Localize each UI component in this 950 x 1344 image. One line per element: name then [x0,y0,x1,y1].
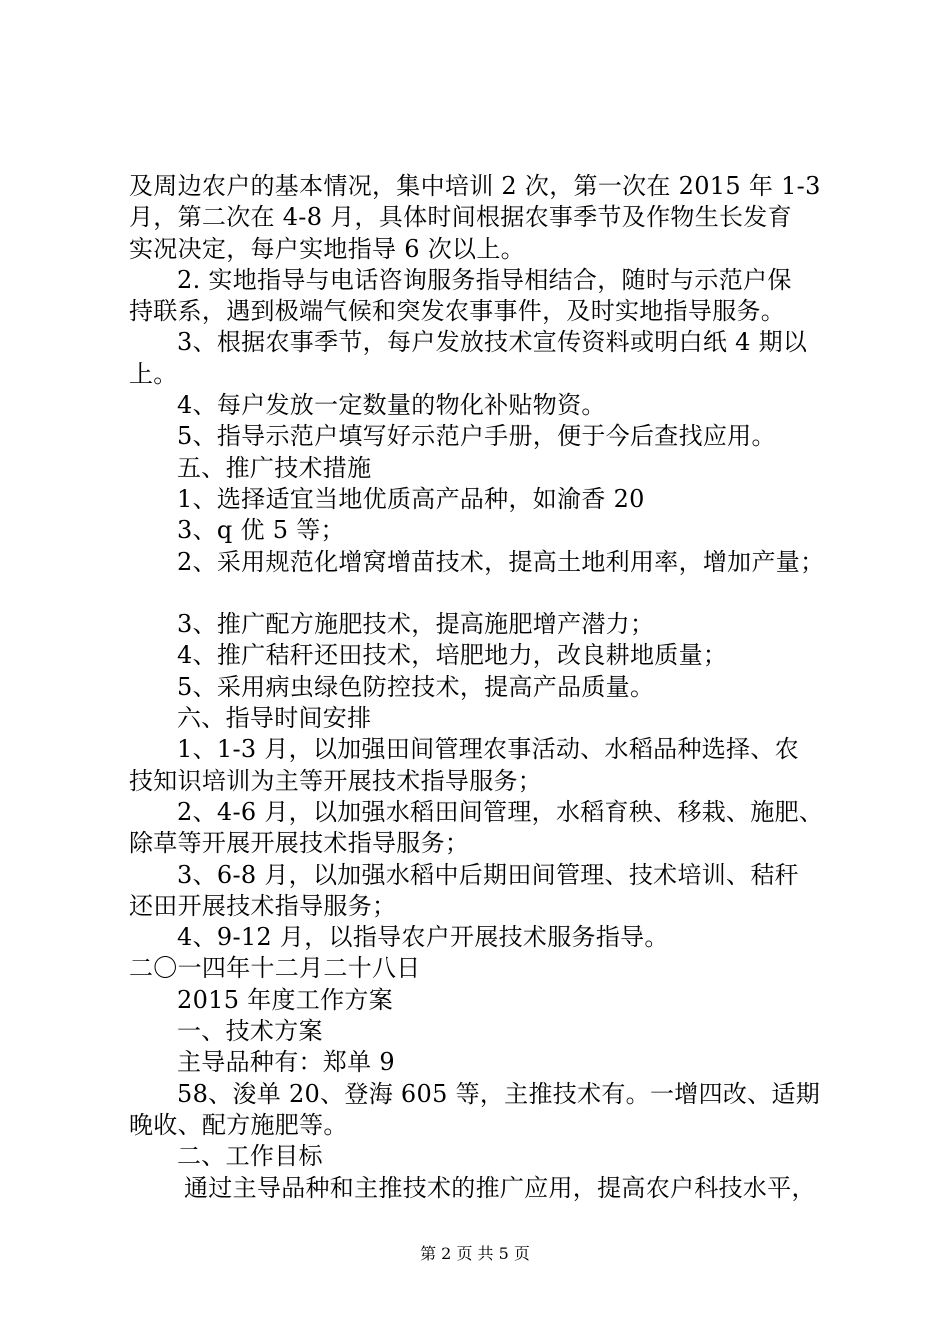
text-line: 5、采用病虫绿色防控技术，提高产品质量。 [177,672,655,701]
text-line: 5、指导示范户填写好示范户手册，便于今后查找应用。 [177,422,776,451]
page-footer [0,1244,950,1264]
text-line: 2. 实地指导与电话咨询服务指导相结合，随时与示范户保 [177,265,792,294]
text-line: 4、9-12 月，以指导农户开展技术服务指导。 [177,923,669,952]
blank-line [129,578,849,609]
text-line: 持联系，遇到极端气候和突发农事事件，及时实地指导服务。 [129,297,786,326]
text-line: 及周边农户的基本情况，集中培训 2 次，第一次在 2015 年 1-3 [129,172,821,200]
text-line: 实况决定，每户实地指导 6 次以上。 [129,234,525,263]
date-line: 二〇一四年十二月二十八日 [129,954,421,983]
text-line: 4、推广秸秆还田技术，培肥地力，改良耕地质量； [177,641,728,670]
text-line: 58、浚单 20、登海 605 等，主推技术有。一增四改、适期 [177,1079,821,1108]
text-line: 晚收、配方施肥等。 [129,1110,348,1139]
document-body [129,171,849,1204]
text-line: 月，第二次在 4-8 月，具体时间根据农事季节及作物生长发育 [129,203,792,232]
text-line: 3、6-8 月，以加强水稻中后期田间管理、技术培训、秸秆 [177,860,799,889]
text-line: 技知识培训为主等开展技术指导服务； [129,766,543,795]
text-line: 3、根据农事季节，每户发放技术宣传资料或明白纸 4 期以 [177,328,808,357]
text-line: 3、推广配方施肥技术，提高施肥增产潜力； [177,610,655,639]
text-line: 通过主导品种和主推技术的推广应用，提高农户科技水平， [184,1173,816,1202]
text-line: 3、q 优 5 等； [177,516,345,545]
text-line: 1、选择适宜当地优质高产品种，如渝香 20 [177,484,645,513]
text-line: 上。 [129,359,178,388]
text-line: 除草等开展开展技术指导服务； [129,829,470,858]
document-title: 2015 年度工作方案 [177,985,394,1014]
text-line: 1、1-3 月，以加强田间管理农事活动、水稻品种选择、农 [177,735,799,764]
section-heading: 二、工作目标 [177,1142,323,1171]
text-line: 2、采用规范化增窝增苗技术，提高土地利用率，增加产量； [177,547,825,576]
text-line: 4、每户发放一定数量的物化补贴物资。 [177,391,606,420]
page-number-label: 第 2 页 共 5 页 [420,1244,530,1263]
text-line: 2、4-6 月，以加强水稻田间管理，水稻育秧、移栽、施肥、 [177,797,824,826]
text-line: 还田开展技术指导服务； [129,891,397,920]
section-heading: 一、技术方案 [177,1017,323,1046]
text-line: 主导品种有：郑单 9 [177,1048,395,1077]
section-heading: 五、推广技术措施 [177,453,372,482]
section-heading: 六、指导时间安排 [177,704,372,733]
